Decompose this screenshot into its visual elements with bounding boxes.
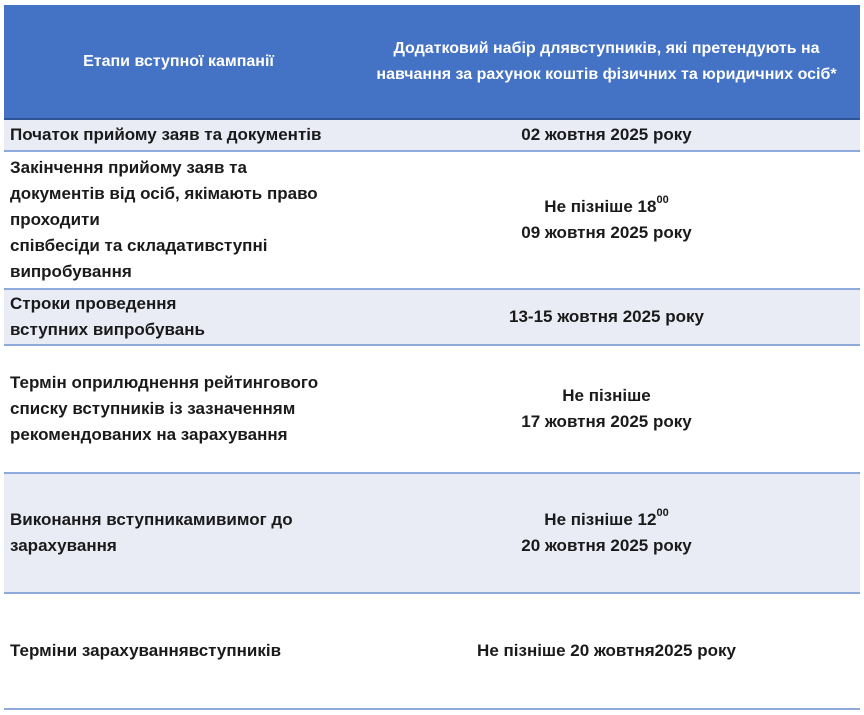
stage-cell <box>4 119 353 151</box>
admission-schedule-table <box>4 5 860 710</box>
stage-text: списку вступників із зазначенням <box>10 399 296 418</box>
header-stages: Етапи вступної кампанії <box>4 5 353 119</box>
table-row <box>4 119 860 151</box>
deadline-time-text: Не пізніше 12 <box>544 510 657 529</box>
stage-text: Строки проведення <box>10 294 177 313</box>
table-row <box>4 473 860 593</box>
stage-text: Термін оприлюднення рейтингового <box>10 373 319 392</box>
date-text: Не пізніше <box>562 386 651 405</box>
stage-text: випробування <box>10 262 132 281</box>
date-text: 09 жовтня 2025 року <box>521 223 692 242</box>
stage-text: рекомендованих на зарахування <box>10 425 288 444</box>
stage-cell <box>4 289 353 345</box>
table-header <box>4 5 860 119</box>
table-row <box>4 345 860 473</box>
date-cell <box>353 151 860 289</box>
table-row <box>4 151 860 289</box>
date-text: 17 жовтня 2025 року <box>521 412 692 431</box>
date-cell <box>353 473 860 593</box>
stage-text: співбесіди та складативступні <box>10 236 268 255</box>
stage-cell <box>4 473 353 593</box>
deadline-time-text: Не пізніше 18 <box>544 197 657 216</box>
table-body <box>4 119 860 709</box>
stage-text: документів від осіб, якімають право <box>10 184 318 203</box>
deadline-time <box>359 507 854 533</box>
header-admission: Додатковий набір длявступників, які претендують на навчання за рахунок коштів фізичних та юридичних осіб* <box>353 5 860 119</box>
table-row <box>4 593 860 709</box>
date-cell <box>353 119 860 151</box>
stage-text: зарахування <box>10 536 117 555</box>
date-text: 13-15 жовтня 2025 року <box>509 307 704 326</box>
date-text: 02 жовтня 2025 року <box>521 125 692 144</box>
date-text: 20 жовтня 2025 року <box>521 536 692 555</box>
date-cell <box>353 345 860 473</box>
date-text: Не пізніше 20 жовтня2025 року <box>477 641 736 660</box>
stage-text: Виконання вступникамивимог до <box>10 510 293 529</box>
header-row <box>4 5 860 119</box>
date-cell <box>353 593 860 709</box>
deadline-time-minutes: 00 <box>656 507 669 520</box>
stage-text: Початок прийому заяв та документів <box>10 125 322 144</box>
stage-cell <box>4 151 353 289</box>
stage-text: Закінчення прийому заяв та <box>10 158 247 177</box>
stage-text: вступних випробувань <box>10 320 205 339</box>
deadline-time-minutes: 00 <box>656 194 669 207</box>
stage-cell <box>4 593 353 709</box>
stage-text: проходити <box>10 210 100 229</box>
stage-cell <box>4 345 353 473</box>
date-cell <box>353 289 860 345</box>
table-row <box>4 289 860 345</box>
deadline-time <box>359 194 854 220</box>
stage-text: Терміни зарахуваннявступників <box>10 641 282 660</box>
